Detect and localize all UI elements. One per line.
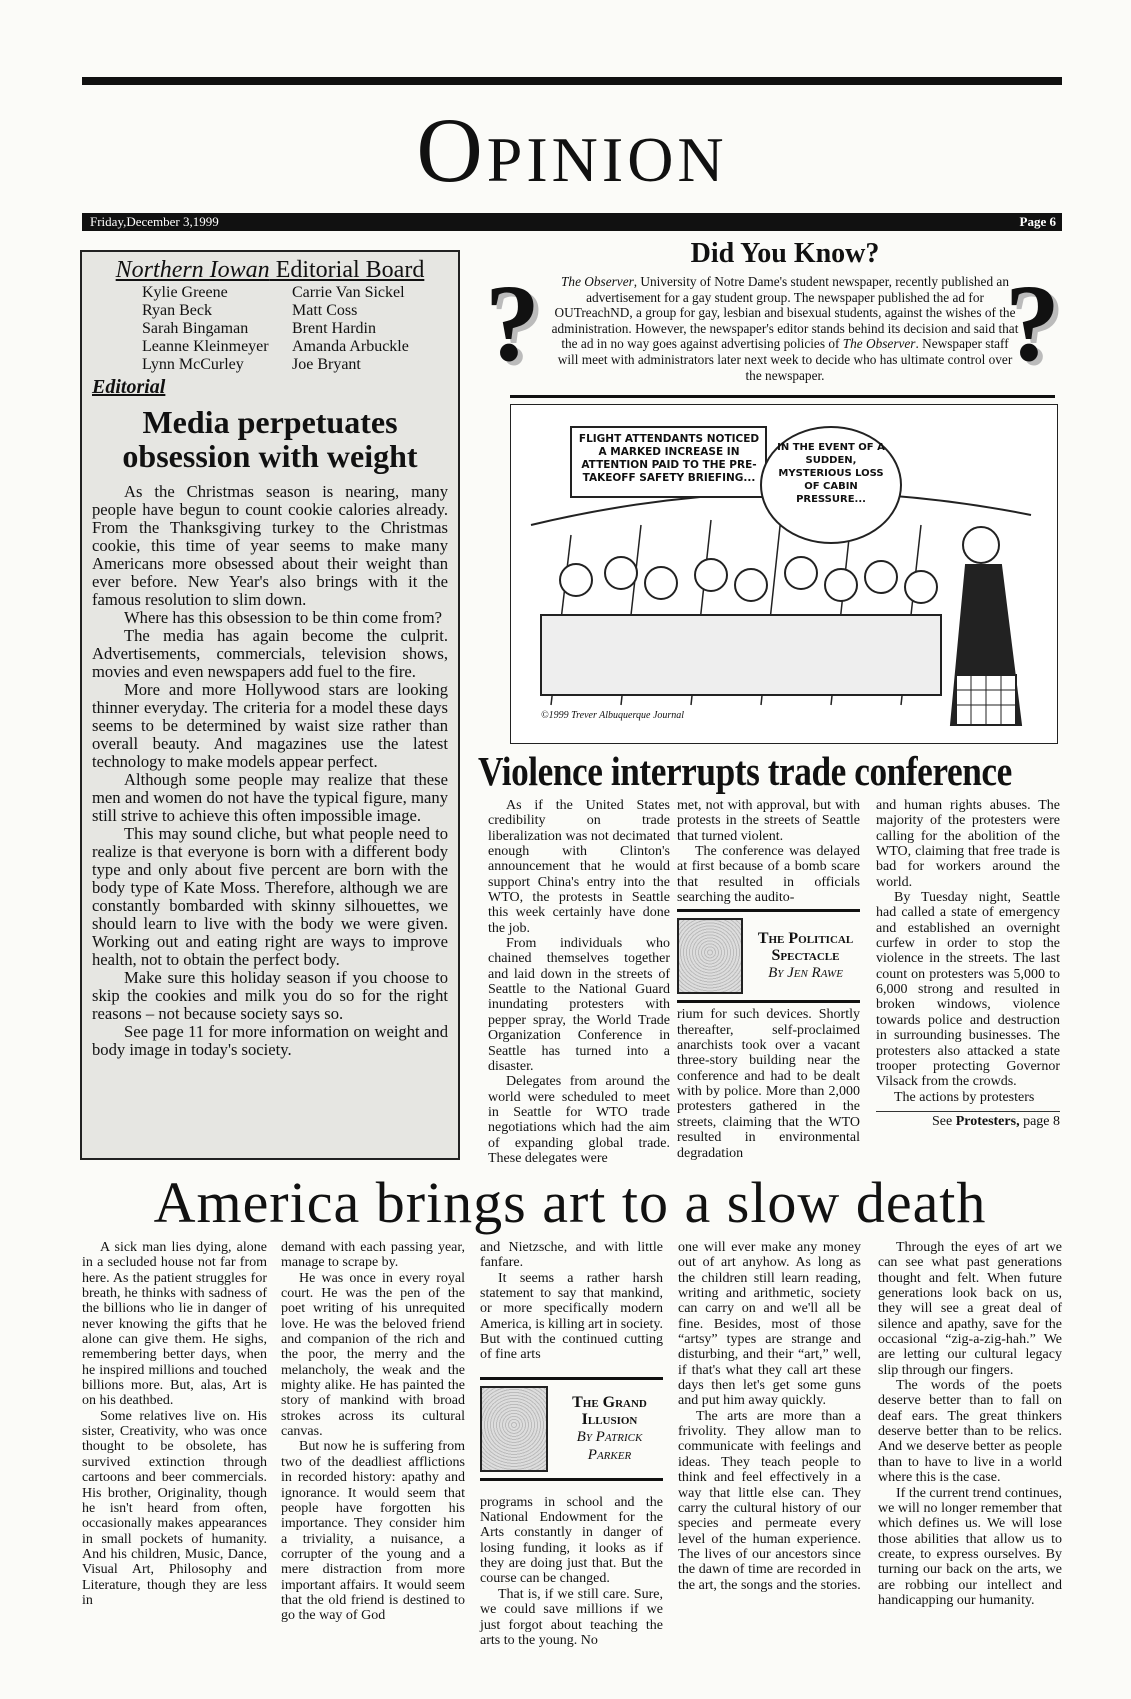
paragraph: Although some people may realize that these men and women do not have the typical figure, many still strive to achieve this often impossible image. [92,770,448,825]
paragraph: programs in school and the National Endowment for the Arts constantly in danger of losing funding, it looks as if they are doing just that. But the course can be changed. [480,1494,663,1587]
paragraph: See page 11 for more information on weight and body image in today's society. [92,1022,448,1059]
paragraph: met, not with approval, but with protests in the streets of Seattle that turned violent. [677,798,860,844]
paragraph: Delegates from around the world were scheduled to meet in Seattle for WTO trade negotiations which had the aim of expanding global trade. These delegates were [488,1074,670,1166]
section-title: Opinion [416,99,728,201]
paragraph: A sick man lies dying, alone in a secluded house not far from here. As the patient struggles for breath, he thinks with sadness of the billions who lie in danger of never knowing the gifts that he alone can give them. He sighs, remembering better days, when he inspired millions and touched billions more. But, alas, Art is on his deathbed. [82,1240,267,1409]
board-member: Lynn McCurley [142,356,244,373]
paragraph: The media has again become the culprit. Advertisements, commercials, television shows, movies and even newspapers add fuel to the fire. [92,626,448,681]
columnist-photo [480,1386,548,1472]
paragraph: and human rights abuses. The majority of the protesters were calling for the abolition of the WTO, claiming that free trade is bad for workers around the world. [876,798,1060,890]
paragraph: By Tuesday night, Seattle had called a state of emergency and established an overnight curfew in order to stop the violence in the streets. The last count on protesters was 5,000 to 6,000 strong and resulted in broken windows, violence towards police and destruction in surrounding businesses. The protesters also attacked a state trooper protecting Governor Vilsack from the crowds. [876,890,1060,1090]
date-bar [82,213,1062,231]
editorial-box [80,250,460,1160]
paragraph: Some relatives live on. His sister, Creativity, who was once thought to be obsolete, has survived extinction through cartoons and beer commercials. His brother, Originality, though he isn't heard from often, occasionally makes appearances in small pockets of humanity. And his children, Music, Dance, Visual Art, Philosophy and Literature, though they are less in [82,1408,267,1608]
publication-name: The Observer [842,336,916,352]
board-member: Brent Hardin [292,320,376,337]
publication-name: The Observer [561,274,634,289]
board-member: Leanne Kleinmeyer [142,338,269,355]
editorial-label: Editorial [92,376,166,398]
paragraph: The arts are more than a frivolity. They allow man to communicate with feelings and ideas. They teach people to think and feel effectively in a way that little else can. They carry the cultural history of our species and permeate every level of the human experience. The lives of our ancestors since the dawn of time are recorded in the art, the songs and the stories. [678,1408,861,1593]
cartoon-speech-bubble: IN THE EVENT OF A SUDDEN, MYSTERIOUS LOSS OF CABIN PRESSURE... [777,442,885,505]
art-column-5 [878,1240,1062,1608]
paragraph: This may sound cliche, but what people need to realize is that everyone is born with a different body type and only about five percent are born with the body type of Kate Moss. Therefore, although we are constantly bombarded with skinny silhouettes, we should learn to live with the body we were given. Working out and eating right are ways to improve health, not to obtain the perfect body. [92,824,448,969]
board-member: Sarah Bingaman [142,320,249,337]
columnist-photo [677,918,743,994]
board-member: Matt Coss [292,302,358,319]
paragraph: The words of the poets deserve better than to fall on deaf ears. The great thinkers deserve better than to be relics. And we deserve better as people than to have to live in a world where this is the case. [878,1378,1062,1486]
paragraph: As if the United States credibility on trade liberalization was not decimated enough with Clinton's announcement that he would support China's entry into the WTO, the protests in Seattle this week certainly have done the job. [488,798,670,936]
divider [510,395,1055,398]
column-title [751,930,860,982]
byline: By Patrick Parker [576,1428,643,1463]
jump-target: Protesters, [955,1113,1020,1129]
editorial-headline: Media perpetuates obsession with weight [122,404,418,474]
art-headline: America brings art to a slow death [153,1170,987,1235]
board-label: Editorial Board [269,257,425,283]
page-number: Page 6 [1019,214,1056,229]
editorial-board-title [92,256,448,284]
board-member: Joe Bryant [292,356,361,373]
text: . Newspaper staff will meet with administrators later next week to decide who has ultimate control over the newspaper. [557,336,1013,383]
art-column-3 [480,1240,663,1648]
columnist-box [480,1377,663,1481]
cartoonist-signature: ©1999 Trever Albuquerque Journal [541,710,685,721]
issue-date: Friday,December 3,1999 [90,214,219,229]
column-name: The Grand Illusion [572,1393,647,1428]
jump-link[interactable] [876,1111,1060,1129]
text: , University of Notre Dame's student newspaper, recently published an advertisement for a gay student group. The newspaper published the ad for OUTreachND, a group for gay, lesbian and bisexual students, against the wishes of the administration. However, the newspaper's editor stands behind its decision and said that the ad in no way goes against advertising policies of [551,274,1019,352]
paragraph: The actions by protesters [894,1089,1035,1105]
board-member: Carrie Van Sickel [292,284,405,301]
editorial-body [92,483,448,1059]
board-member: Ryan Beck [142,302,213,319]
paragraph: From individuals who chained themselves together and laid down in the streets of Seattle to the National Guard inundating protesters with pepper spray, the World Trade Organization Conference in Seattle has turned into a disaster. [488,936,670,1074]
columnist-box [677,909,860,1003]
top-rule [82,77,1062,85]
paragraph: demand with each passing year, manage to scrape by. [281,1240,465,1271]
paragraph: and Nietzsche, and with little fanfare. [480,1240,663,1271]
paragraph: But now he is suffering from two of the deadliest afflictions in recorded history: apathy and ignorance. It would seem that people have forgotten his importance. They consider him a triviality, a nuisance, a corrupter of the young and a mere distraction from more important affairs. It would seem that the old friend is destined to go the way of God [281,1439,465,1624]
violence-column-3 [876,798,1060,1129]
cartoon-caption: FLIGHT ATTENDANTS NOTICED A MARKED INCREASE IN ATTENTION PAID TO THE PRE-TAKEOFF SAFETY BRIEFING... [578,433,760,484]
paragraph: It seems a rather harsh statement to say that mankind, or more specifically modern America, is killing art in society. But with the continued cutting of fine arts [480,1270,663,1363]
art-column-2 [281,1240,465,1624]
paragraph: Through the eyes of art we can see what past generations thought and felt. When future generations look back on us, they will see a great deal of silence and apathy, save for the occasional “zig-a-zig-hah.” We are letting our cultural legacy slip through our fingers. [878,1240,1062,1378]
board-member: Amanda Arbuckle [292,338,409,355]
jump-see: See [931,1113,956,1129]
question-mark-icon: ? [1005,262,1060,384]
did-you-know-text [550,274,1020,383]
violence-column-1 [488,798,670,1166]
art-column-1 [82,1240,267,1608]
paragraph: More and more Hollywood stars are looking thinner everyday. The criteria for a model these days seems to be determined by waist size rather than overall beauty. And magazines use the latest technology to make models appear perfect. [92,680,448,771]
paragraph: If the current trend continues, we will no longer remember that which defines us. We will lose those abilities that allow us to create, to express ourselves. By turning our back on the arts, we are robbing our intellect and handicapping our humanity. [878,1485,1062,1608]
editorial-cartoon [510,404,1058,744]
jump-page: page 8 [1019,1113,1060,1129]
question-mark-icon: ? [485,262,540,384]
paragraph: Make sure this holiday season if you choose to skip the cookies and milk you do so for the right reasons – not because society says so. [92,968,448,1023]
board-members [142,284,448,374]
paragraph: Where has this obsession to be thin come from? [124,608,442,627]
violence-column-2 [677,798,860,1161]
paragraph: That is, if we still care. Sure, we could save millions if we just forgot about teaching the arts to the young. No [480,1586,663,1648]
paragraph: As the Christmas season is nearing, many people have begun to count cookie calories already. From the Thanksgiving turkey to the Christmas cookie, this time of year seems to make many Americans more obsessed about their weight than ever before. New Year's also brings with it the famous resolution to slim down. [92,482,448,609]
violence-headline: Violence interrupts trade conference [478,748,1012,794]
paragraph: rium for such devices. Shortly thereafter, self-proclaimed anarchists took over a vacant three-story building near the conference and had to be dealt with by police. More than 2,000 protesters gathered in the streets, claiming that the WTO resulted in environmental degradation [677,1007,860,1161]
paragraph: The conference was delayed at first because of a bomb scare that resulted in officials searching the audito- [677,844,860,906]
art-column-4 [678,1240,861,1593]
column-title [556,1394,663,1464]
board-member: Kylie Greene [142,284,228,301]
did-you-know-title: Did You Know? [690,238,880,269]
paragraph: one will ever make any money out of art anyhow. As long as the children still learn reading, writing and arithmetic, society can carry on and we'll all be fine. Besides, most of those “artsy” types are strange and disturbing, and their “art,” well, if that's what they call art these days then let's get some guns and put him away quickly. [678,1240,861,1409]
newspaper-name: Northern Iowan [115,257,270,283]
paragraph: He was once in every royal court. He was the pen of the poet writing of his unrequited love. He was the beloved friend and companion of the rich and the poor, the merry and the melancholy, the weak and the mighty alike. He has painted the story of mankind with broad strokes across its cultural canvas. [281,1270,465,1440]
byline: By Jen Rawe [768,965,843,982]
column-name: The Political Spectacle [757,930,854,965]
